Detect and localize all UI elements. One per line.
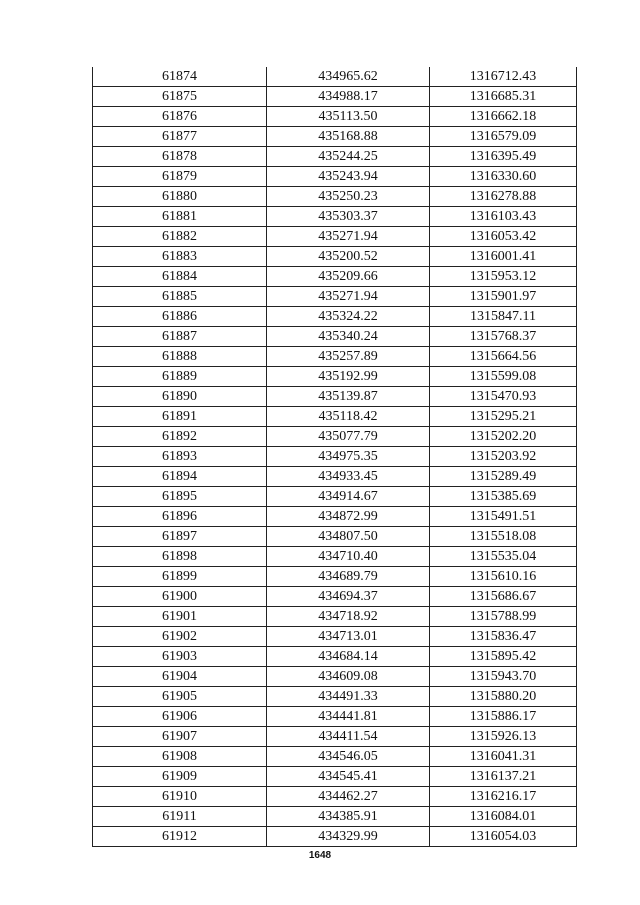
table-row <box>93 287 577 307</box>
x-coordinate-cell: 435340.24 <box>267 327 430 347</box>
point-id-cell: 61880 <box>93 187 267 207</box>
table-row <box>93 627 577 647</box>
point-id-cell: 61892 <box>93 427 267 447</box>
y-coordinate-cell: 1316685.31 <box>430 87 577 107</box>
x-coordinate-cell: 435200.52 <box>267 247 430 267</box>
coordinate-table-container <box>92 67 576 847</box>
table-row <box>93 407 577 427</box>
y-coordinate-cell: 1316579.09 <box>430 127 577 147</box>
y-coordinate-cell: 1315202.20 <box>430 427 577 447</box>
table-row <box>93 487 577 507</box>
table-row <box>93 527 577 547</box>
point-id-cell: 61897 <box>93 527 267 547</box>
y-coordinate-cell: 1315535.04 <box>430 547 577 567</box>
x-coordinate-cell: 435113.50 <box>267 107 430 127</box>
x-coordinate-cell: 434872.99 <box>267 507 430 527</box>
table-row <box>93 507 577 527</box>
x-coordinate-cell: 435324.22 <box>267 307 430 327</box>
table-row <box>93 187 577 207</box>
x-coordinate-cell: 434694.37 <box>267 587 430 607</box>
table-row <box>93 367 577 387</box>
y-coordinate-cell: 1316103.43 <box>430 207 577 227</box>
y-coordinate-cell: 1315768.37 <box>430 327 577 347</box>
table-row <box>93 67 577 87</box>
table-row <box>93 347 577 367</box>
table-row <box>93 427 577 447</box>
x-coordinate-cell: 434385.91 <box>267 807 430 827</box>
point-id-cell: 61907 <box>93 727 267 747</box>
y-coordinate-cell: 1315788.99 <box>430 607 577 627</box>
coordinate-table-body <box>93 67 577 847</box>
y-coordinate-cell: 1315836.47 <box>430 627 577 647</box>
x-coordinate-cell: 435271.94 <box>267 287 430 307</box>
point-id-cell: 61901 <box>93 607 267 627</box>
y-coordinate-cell: 1316041.31 <box>430 747 577 767</box>
y-coordinate-cell: 1315518.08 <box>430 527 577 547</box>
point-id-cell: 61890 <box>93 387 267 407</box>
x-coordinate-cell: 435271.94 <box>267 227 430 247</box>
x-coordinate-cell: 434914.67 <box>267 487 430 507</box>
table-row <box>93 87 577 107</box>
y-coordinate-cell: 1315470.93 <box>430 387 577 407</box>
table-row <box>93 807 577 827</box>
table-row <box>93 767 577 787</box>
point-id-cell: 61908 <box>93 747 267 767</box>
point-id-cell: 61895 <box>93 487 267 507</box>
point-id-cell: 61899 <box>93 567 267 587</box>
point-id-cell: 61905 <box>93 687 267 707</box>
y-coordinate-cell: 1315295.21 <box>430 407 577 427</box>
x-coordinate-cell: 434546.05 <box>267 747 430 767</box>
x-coordinate-cell: 434491.33 <box>267 687 430 707</box>
table-row <box>93 447 577 467</box>
table-row <box>93 227 577 247</box>
point-id-cell: 61874 <box>93 67 267 87</box>
table-row <box>93 147 577 167</box>
point-id-cell: 61888 <box>93 347 267 367</box>
y-coordinate-cell: 1316330.60 <box>430 167 577 187</box>
point-id-cell: 61887 <box>93 327 267 347</box>
table-row <box>93 467 577 487</box>
x-coordinate-cell: 434710.40 <box>267 547 430 567</box>
table-row <box>93 607 577 627</box>
x-coordinate-cell: 434713.01 <box>267 627 430 647</box>
table-row <box>93 387 577 407</box>
y-coordinate-cell: 1315847.11 <box>430 307 577 327</box>
y-coordinate-cell: 1316216.17 <box>430 787 577 807</box>
point-id-cell: 61886 <box>93 307 267 327</box>
point-id-cell: 61882 <box>93 227 267 247</box>
x-coordinate-cell: 434545.41 <box>267 767 430 787</box>
y-coordinate-cell: 1315886.17 <box>430 707 577 727</box>
table-row <box>93 687 577 707</box>
table-row <box>93 707 577 727</box>
table-row <box>93 727 577 747</box>
point-id-cell: 61877 <box>93 127 267 147</box>
point-id-cell: 61881 <box>93 207 267 227</box>
point-id-cell: 61909 <box>93 767 267 787</box>
table-row <box>93 267 577 287</box>
y-coordinate-cell: 1315599.08 <box>430 367 577 387</box>
y-coordinate-cell: 1315880.20 <box>430 687 577 707</box>
y-coordinate-cell: 1315901.97 <box>430 287 577 307</box>
table-row <box>93 667 577 687</box>
point-id-cell: 61903 <box>93 647 267 667</box>
table-row <box>93 127 577 147</box>
table-row <box>93 247 577 267</box>
x-coordinate-cell: 435244.25 <box>267 147 430 167</box>
table-row <box>93 327 577 347</box>
y-coordinate-cell: 1316278.88 <box>430 187 577 207</box>
x-coordinate-cell: 435192.99 <box>267 367 430 387</box>
x-coordinate-cell: 434689.79 <box>267 567 430 587</box>
point-id-cell: 61883 <box>93 247 267 267</box>
table-row <box>93 207 577 227</box>
point-id-cell: 61906 <box>93 707 267 727</box>
y-coordinate-cell: 1316662.18 <box>430 107 577 127</box>
point-id-cell: 61912 <box>93 827 267 847</box>
y-coordinate-cell: 1315610.16 <box>430 567 577 587</box>
table-row <box>93 827 577 847</box>
page-number: 1648 <box>308 850 332 861</box>
y-coordinate-cell: 1315203.92 <box>430 447 577 467</box>
y-coordinate-cell: 1316137.21 <box>430 767 577 787</box>
table-row <box>93 787 577 807</box>
x-coordinate-cell: 434965.62 <box>267 67 430 87</box>
x-coordinate-cell: 435209.66 <box>267 267 430 287</box>
point-id-cell: 61904 <box>93 667 267 687</box>
x-coordinate-cell: 434411.54 <box>267 727 430 747</box>
table-row <box>93 747 577 767</box>
point-id-cell: 61889 <box>93 367 267 387</box>
x-coordinate-cell: 435250.23 <box>267 187 430 207</box>
table-row <box>93 567 577 587</box>
y-coordinate-cell: 1315926.13 <box>430 727 577 747</box>
x-coordinate-cell: 434933.45 <box>267 467 430 487</box>
point-id-cell: 61891 <box>93 407 267 427</box>
y-coordinate-cell: 1315943.70 <box>430 667 577 687</box>
y-coordinate-cell: 1316084.01 <box>430 807 577 827</box>
x-coordinate-cell: 435243.94 <box>267 167 430 187</box>
table-row <box>93 587 577 607</box>
point-id-cell: 61885 <box>93 287 267 307</box>
point-id-cell: 61878 <box>93 147 267 167</box>
table-row <box>93 647 577 667</box>
y-coordinate-cell: 1315953.12 <box>430 267 577 287</box>
y-coordinate-cell: 1315664.56 <box>430 347 577 367</box>
point-id-cell: 61910 <box>93 787 267 807</box>
point-id-cell: 61875 <box>93 87 267 107</box>
y-coordinate-cell: 1315895.42 <box>430 647 577 667</box>
x-coordinate-cell: 434609.08 <box>267 667 430 687</box>
point-id-cell: 61893 <box>93 447 267 467</box>
y-coordinate-cell: 1316001.41 <box>430 247 577 267</box>
y-coordinate-cell: 1316395.49 <box>430 147 577 167</box>
point-id-cell: 61900 <box>93 587 267 607</box>
x-coordinate-cell: 434988.17 <box>267 87 430 107</box>
point-id-cell: 61898 <box>93 547 267 567</box>
point-id-cell: 61879 <box>93 167 267 187</box>
x-coordinate-cell: 434718.92 <box>267 607 430 627</box>
y-coordinate-cell: 1315491.51 <box>430 507 577 527</box>
x-coordinate-cell: 434462.27 <box>267 787 430 807</box>
coordinate-table <box>92 67 577 847</box>
x-coordinate-cell: 434807.50 <box>267 527 430 547</box>
x-coordinate-cell: 434441.81 <box>267 707 430 727</box>
x-coordinate-cell: 434975.35 <box>267 447 430 467</box>
x-coordinate-cell: 435139.87 <box>267 387 430 407</box>
point-id-cell: 61876 <box>93 107 267 127</box>
point-id-cell: 61902 <box>93 627 267 647</box>
table-row <box>93 167 577 187</box>
y-coordinate-cell: 1315686.67 <box>430 587 577 607</box>
x-coordinate-cell: 435303.37 <box>267 207 430 227</box>
x-coordinate-cell: 434684.14 <box>267 647 430 667</box>
table-row <box>93 547 577 567</box>
point-id-cell: 61896 <box>93 507 267 527</box>
point-id-cell: 61884 <box>93 267 267 287</box>
y-coordinate-cell: 1316712.43 <box>430 67 577 87</box>
y-coordinate-cell: 1315289.49 <box>430 467 577 487</box>
table-row <box>93 107 577 127</box>
x-coordinate-cell: 435257.89 <box>267 347 430 367</box>
y-coordinate-cell: 1316054.03 <box>430 827 577 847</box>
x-coordinate-cell: 435077.79 <box>267 427 430 447</box>
x-coordinate-cell: 434329.99 <box>267 827 430 847</box>
x-coordinate-cell: 435118.42 <box>267 407 430 427</box>
y-coordinate-cell: 1315385.69 <box>430 487 577 507</box>
y-coordinate-cell: 1316053.42 <box>430 227 577 247</box>
point-id-cell: 61911 <box>93 807 267 827</box>
table-row <box>93 307 577 327</box>
point-id-cell: 61894 <box>93 467 267 487</box>
x-coordinate-cell: 435168.88 <box>267 127 430 147</box>
